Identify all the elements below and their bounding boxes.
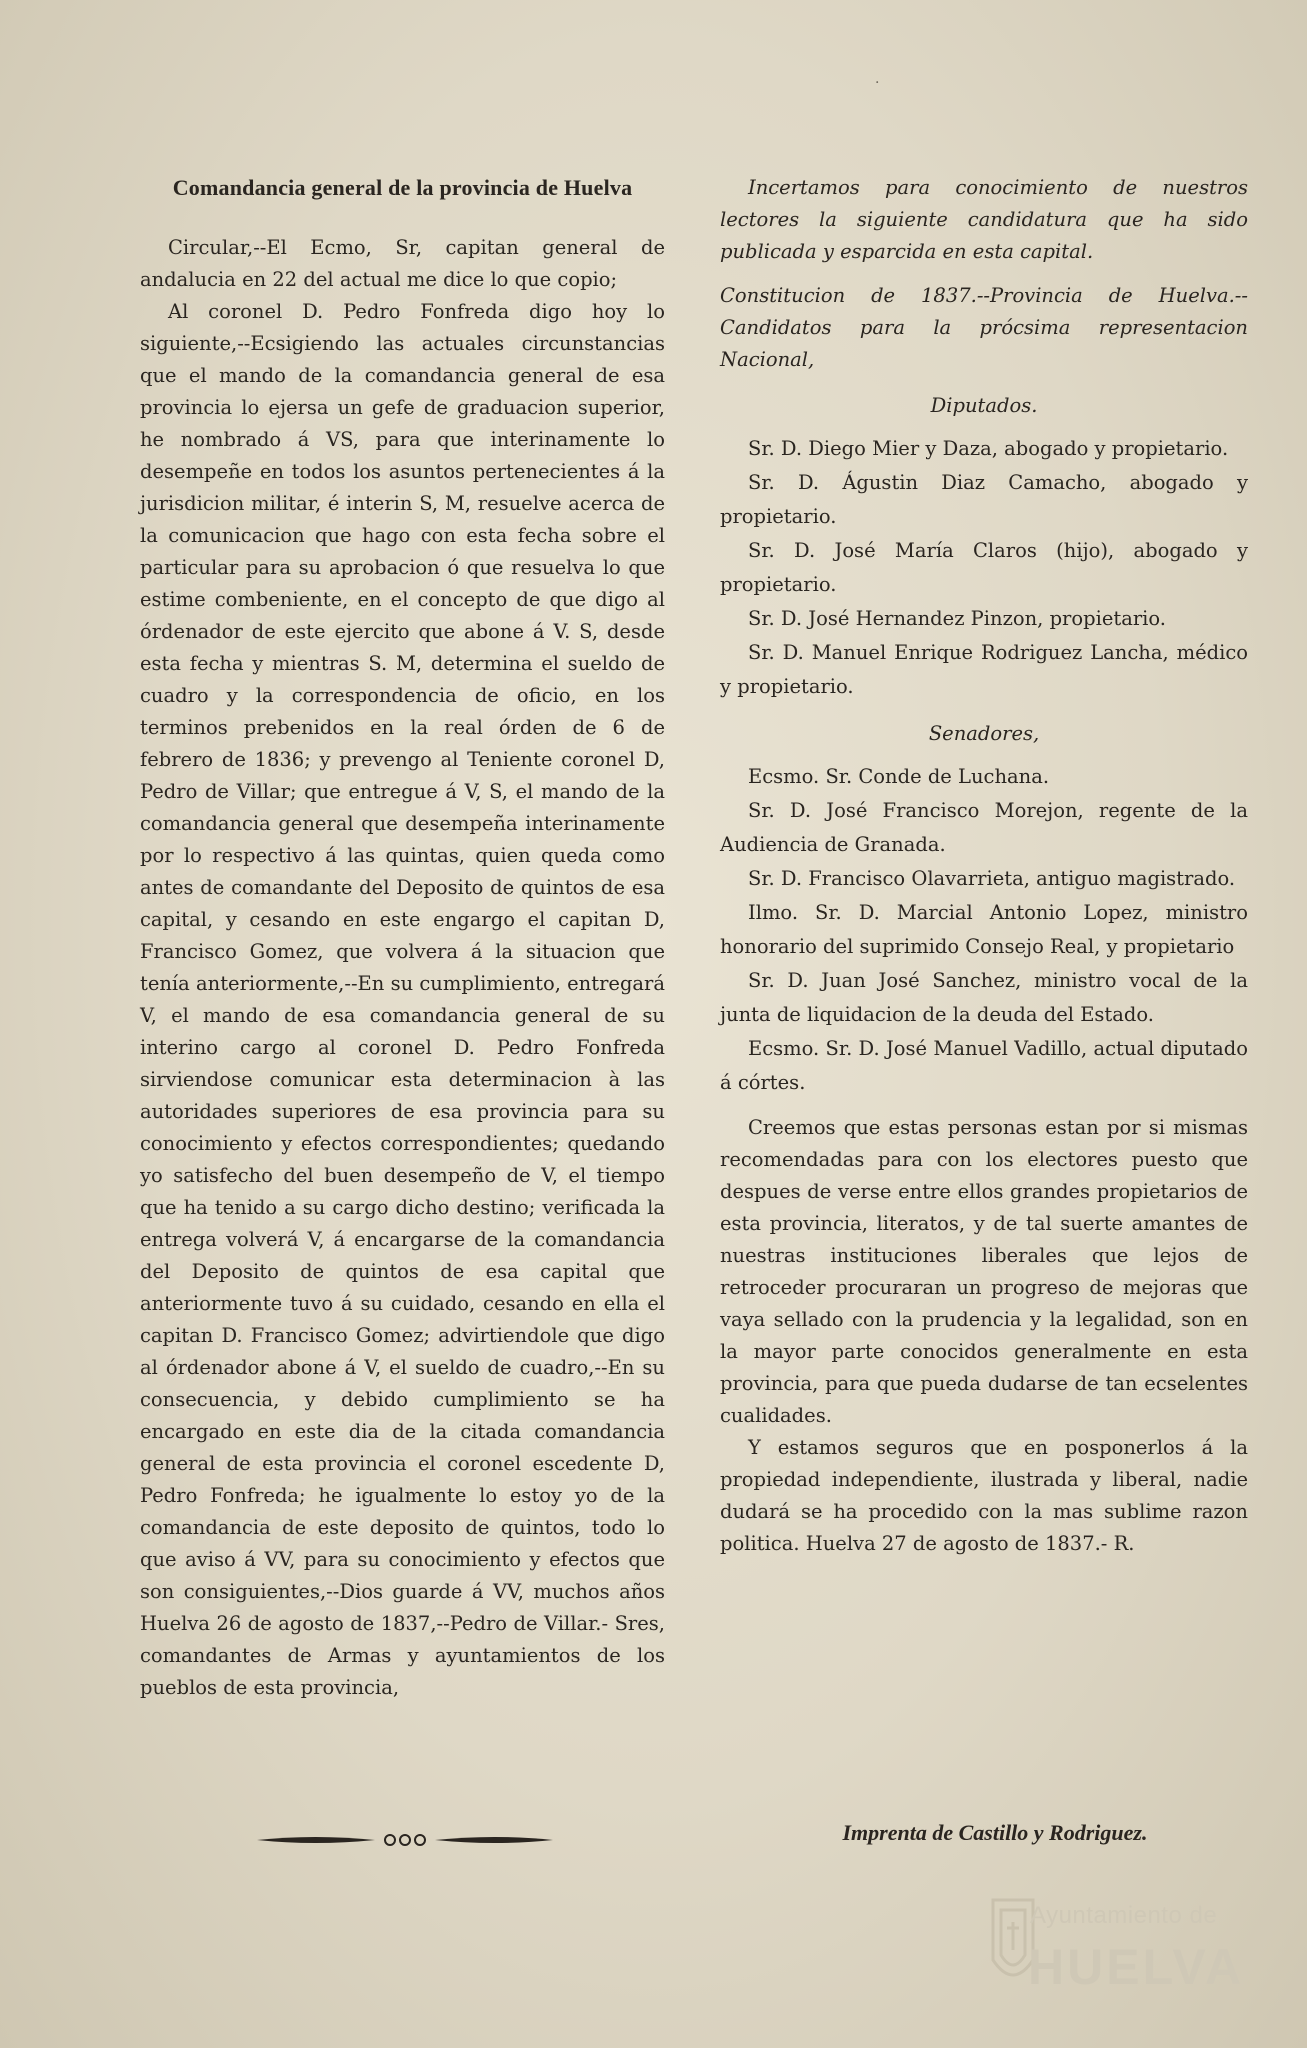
senador-item: Sr. D. Francisco Olavarrieta, antiguo magistrado. — [748, 867, 1236, 890]
ornamental-divider — [255, 1830, 555, 1850]
closing-paragraph: Creemos que estas personas estan por si mismas recomendadas para con los electores puesto que despues de verse entre ellos grandes propietarios de esta provincia, literatos, y de tal suerte amantes de nuestras instituciones liberales que lejos de retroceder procuraran un progreso de mejoras que vaya sellado con la prudencia y la legalidad, son en la mayor parte conocidos generalmente en esta provincia, para que pueda dudarse de tan ecselentes cualidades. — [720, 1116, 1248, 1427]
candidature-heading: Constitucion de 1837.--Provincia de Huelva.--Candidatos para la prócsima representacion Nacional, — [720, 284, 1248, 371]
diputado-item: Sr. D. Manuel Enrique Rodriguez Lancha, médico y propietario. — [720, 641, 1248, 698]
diputado-item: Sr. D. José Hernandez Pinzon, propietario. — [748, 607, 1166, 630]
closing-paragraph: Y estamos seguros que en posponerlos á la propiedad independiente, ilustrada y liberal, nadie dudará se ha procedido con la mas sublime razon politica. Huelva 27 de agosto de 1837.- R. — [720, 1436, 1248, 1555]
right-column — [720, 172, 1248, 1560]
senador-item: Sr. D. Juan José Sanchez, ministro vocal de la junta de liquidacion de la deuda del Estado. — [720, 969, 1248, 1026]
imprint-line: Imprenta de Castillo y Rodriguez. — [842, 1820, 1148, 1845]
senador-item: Ecsmo. Sr. Conde de Luchana. — [748, 765, 1050, 788]
senador-item: Ilmo. Sr. D. Marcial Antonio Lopez, ministro honorario del suprimido Consejo Real, y propietario — [720, 901, 1248, 958]
page-mark: · — [875, 75, 880, 91]
left-column-title: Comandancia general de la provincia de Huelva — [172, 175, 633, 200]
left-column — [140, 172, 665, 1704]
circular-paragraph: Circular,--El Ecmo, Sr, capitan general de andalucia en 22 del actual me dice lo que copio; — [140, 236, 665, 291]
diputado-item: Sr. D. José María Claros (hijo), abogado y propietario. — [720, 539, 1248, 596]
senadores-label: Senadores, — [928, 722, 1040, 745]
order-paragraph: Al coronel D. Pedro Fonfreda digo hoy lo siguiente,--Ecsigiendo las actuales circunstancias que el mando de la comandancia general de esa provincia lo ejersa un gefe de graduacion superior, he nombrado á VS, para que interinamente lo desempeñe en todos los asuntos pertenecientes á la jurisdicion militar, é interin S, M, resuelve acerca de la comunicacion que hago con esta fecha sobre el particular para su aprobacion ó que resuelva lo que estime combeniente, en el concepto de que digo al órdenador de este ejercito que abone á V. S, desde esta fecha y mientras S. M, determina el sueldo de cuadro y la correspondencia de oficio, en los terminos prebenidos en la real órden de 6 de febrero de 1836; y prevengo al Teniente coronel D, Pedro de Villar; que entregue á V, S, el mando de la comandancia general que desempeña interinamente por lo respectivo á las quintas, quien queda como antes de comandante del Deposito de quintos de esa capital, y cesando en este engargo el capitan D, Francisco Gomez, que volvera á la situacion que tenía anteriormente,--En su cumplimiento, entregará V, el mando de esa comandancia general de su interino cargo al coronel D. Pedro Fonfreda sirviendose comunicar esta determinacion à las autoridades superiores de esa provincia para su conocimiento y efectos correspondientes; quedando yo satisfecho del buen desempeño de V, el tiempo que ha tenido a su cargo dicho destino; verificada la entrega volverá V, á encargarse de la comandancia del Deposito de quintos de esa capital que anteriormente tuvo á su cuidado, cesando en ella el capitan D. Francisco Gomez; advirtiendole que digo al órdenador abone á V, el sueldo de cuadro,--En su consecuencia, y debido cumplimiento se ha encargado en este dia de la citada comandancia general de esta provincia el coronel escedente D, Pedro Fonfreda; he igualmente lo estoy yo de la comandancia de este deposito de quintos, todo lo que aviso á VV, para su conocimiento y efectos que son consiguientes,--Dios guarde á VV, muchos años Huelva 26 de agosto de 1837,--Pedro de Villar.- Sres, comandantes de Armas y ayuntamientos de los pueblos de esta provincia, — [140, 300, 665, 1699]
watermark-line2: HUELVA — [1028, 1939, 1245, 1995]
diputado-item: Sr. D. Diego Mier y Daza, abogado y propietario. — [748, 437, 1229, 460]
diputado-item: Sr. D. Águstin Diaz Camacho, abogado y propietario. — [720, 471, 1248, 528]
diputados-label: Diputados. — [930, 394, 1038, 417]
senador-item: Sr. D. José Francisco Morejon, regente de la Audiencia de Granada. — [720, 799, 1248, 856]
watermark-line1: Ayuntamiento de — [1030, 1902, 1218, 1929]
intro-paragraph: Incertamos para conocimiento de nuestros lectores la siguiente candidatura que ha sido publicada y esparcida en esta capital. — [720, 176, 1248, 263]
senador-item: Ecsmo. Sr. D. José Manuel Vadillo, actual diputado á córtes. — [720, 1037, 1248, 1094]
